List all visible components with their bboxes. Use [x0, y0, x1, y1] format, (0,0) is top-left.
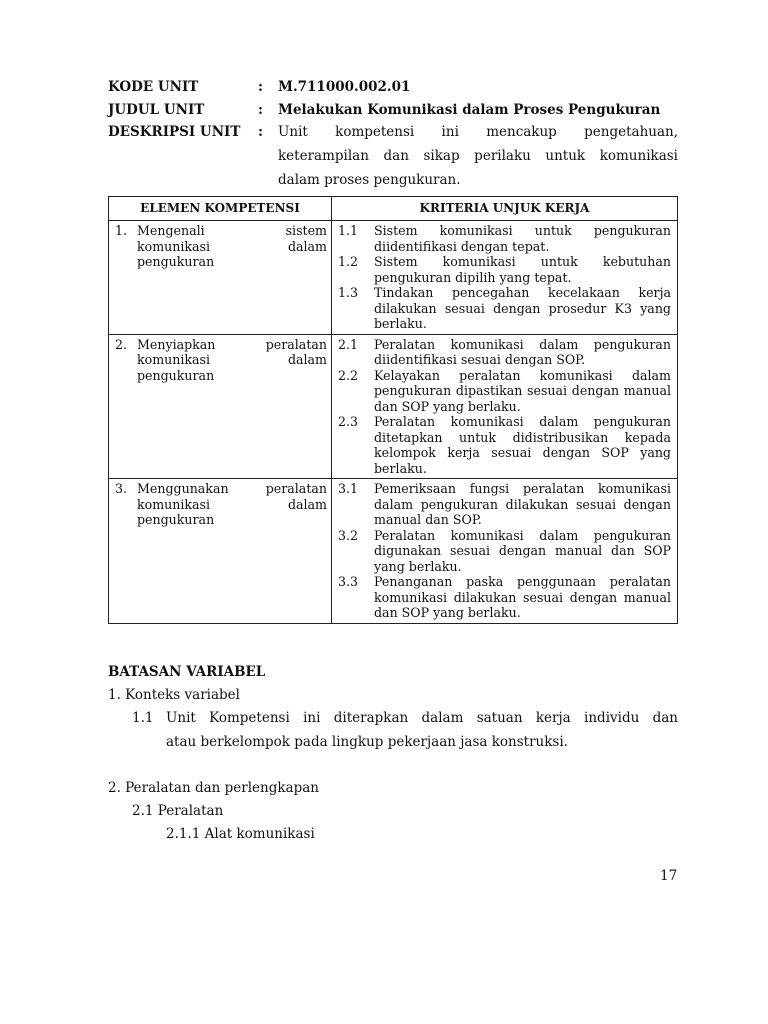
- col-header-kriteria: KRITERIA UNJUK KERJA: [332, 197, 678, 221]
- table-row: [109, 334, 678, 479]
- criteria-number: 3.3: [338, 574, 359, 589]
- element-cell: [109, 221, 332, 335]
- deskripsi-unit-text: [278, 120, 678, 192]
- element-text: Mengenali sistem komunikasi dalam pengukuran: [137, 223, 327, 269]
- criteria-number: 3.1: [338, 481, 359, 496]
- criteria-text: Peralatan komunikasi dalam pengukuran diidentifikasi sesuai dengan SOP.: [374, 336, 671, 367]
- element-number: 3.: [115, 481, 128, 496]
- deskripsi-unit-colon: :: [258, 124, 263, 140]
- criteria-number: 2.3: [338, 414, 359, 429]
- criteria-text: Pemeriksaan fungsi peralatan komunikasi dalam pengukuran dilakukan sesuai dengan manual dan SOP.: [374, 481, 671, 527]
- batasan-variabel-title: BATASAN VARIABEL: [108, 664, 266, 680]
- item-1-1-number: 1.1: [132, 710, 154, 726]
- kode-unit-label: KODE UNIT: [108, 79, 199, 95]
- element-text: Menggunakan peralatan komunikasi dalam pengukuran: [137, 481, 327, 527]
- criteria-number: 1.2: [338, 254, 359, 269]
- judul-unit-colon: :: [258, 102, 263, 118]
- element-number: 1.: [115, 223, 128, 238]
- criteria-number: 3.2: [338, 527, 359, 543]
- table-header-row: [109, 197, 678, 221]
- alat-komunikasi-item: 2.1.1 Alat komunikasi: [166, 826, 315, 842]
- criteria-text: Peralatan komunikasi dalam pengukuran digunakan sesuai dengan manual dan SOP yang berlaku.: [374, 527, 671, 574]
- table-row: [109, 479, 678, 624]
- element-cell: [109, 334, 332, 479]
- criteria-text: Penanganan paska penggunaan peralatan komunikasi dilakukan sesuai dengan manual dan SOP yang berlaku.: [374, 574, 671, 620]
- criteria-number: 1.1: [338, 223, 359, 238]
- col-header-elemen: ELEMEN KOMPETENSI: [109, 197, 332, 221]
- element-text: Menyiapkan peralatan komunikasi dalam pengukuran: [137, 336, 327, 383]
- criteria-text: Sistem komunikasi untuk pengukuran diidentifikasi dengan tepat.: [374, 223, 671, 254]
- konteks-variabel-item: 1. Konteks variabel: [108, 687, 240, 703]
- page-number: 17: [660, 868, 678, 884]
- table-row: [109, 221, 678, 335]
- item-1-1-line2: atau berkelompok pada lingkup pekerjaan jasa konstruksi.: [166, 734, 568, 750]
- deskripsi-line: keterampilan dan sikap perilaku untuk komunikasi: [278, 148, 678, 164]
- criteria-text: Kelayakan peralatan komunikasi dalam pengukuran dipastikan sesuai dengan manual dan SOP yang berlaku.: [374, 367, 671, 414]
- peralatan-item: 2.1 Peralatan: [132, 803, 224, 819]
- deskripsi-line: Unit kompetensi ini mencakup pengetahuan,: [278, 124, 678, 140]
- criteria-number: 2.2: [338, 367, 359, 383]
- deskripsi-unit-label: DESKRIPSI UNIT: [108, 124, 241, 140]
- criteria-number: 2.1: [338, 336, 359, 352]
- kode-unit-colon: :: [258, 79, 263, 95]
- competency-table: [108, 196, 678, 624]
- criteria-text: Peralatan komunikasi dalam pengukuran ditetapkan untuk didistribusikan kepada kelompok kerja sesuai dengan SOP yang berlaku.: [374, 414, 671, 476]
- judul-unit-label: JUDUL UNIT: [108, 102, 205, 118]
- deskripsi-line: dalam proses pengukuran.: [278, 172, 461, 188]
- criteria-cell: [332, 334, 678, 479]
- element-cell: [109, 479, 332, 624]
- criteria-text: Tindakan pencegahan kecelakaan kerja dilakukan sesuai dengan prosedur K3 yang berlaku.: [374, 285, 671, 331]
- item-1-1-line1: Unit Kompetensi ini diterapkan dalam satuan kerja individu dan: [166, 710, 678, 726]
- criteria-cell: [332, 479, 678, 624]
- criteria-number: 1.3: [338, 285, 359, 300]
- criteria-cell: [332, 221, 678, 335]
- judul-unit-value: Melakukan Komunikasi dalam Proses Pengukuran: [278, 102, 661, 118]
- criteria-text: Sistem komunikasi untuk kebutuhan pengukuran dipilih yang tepat.: [374, 254, 671, 285]
- kode-unit-value: M.711000.002.01: [278, 79, 411, 95]
- element-number: 2.: [115, 336, 128, 352]
- peralatan-perlengkapan-item: 2. Peralatan dan perlengkapan: [108, 780, 319, 796]
